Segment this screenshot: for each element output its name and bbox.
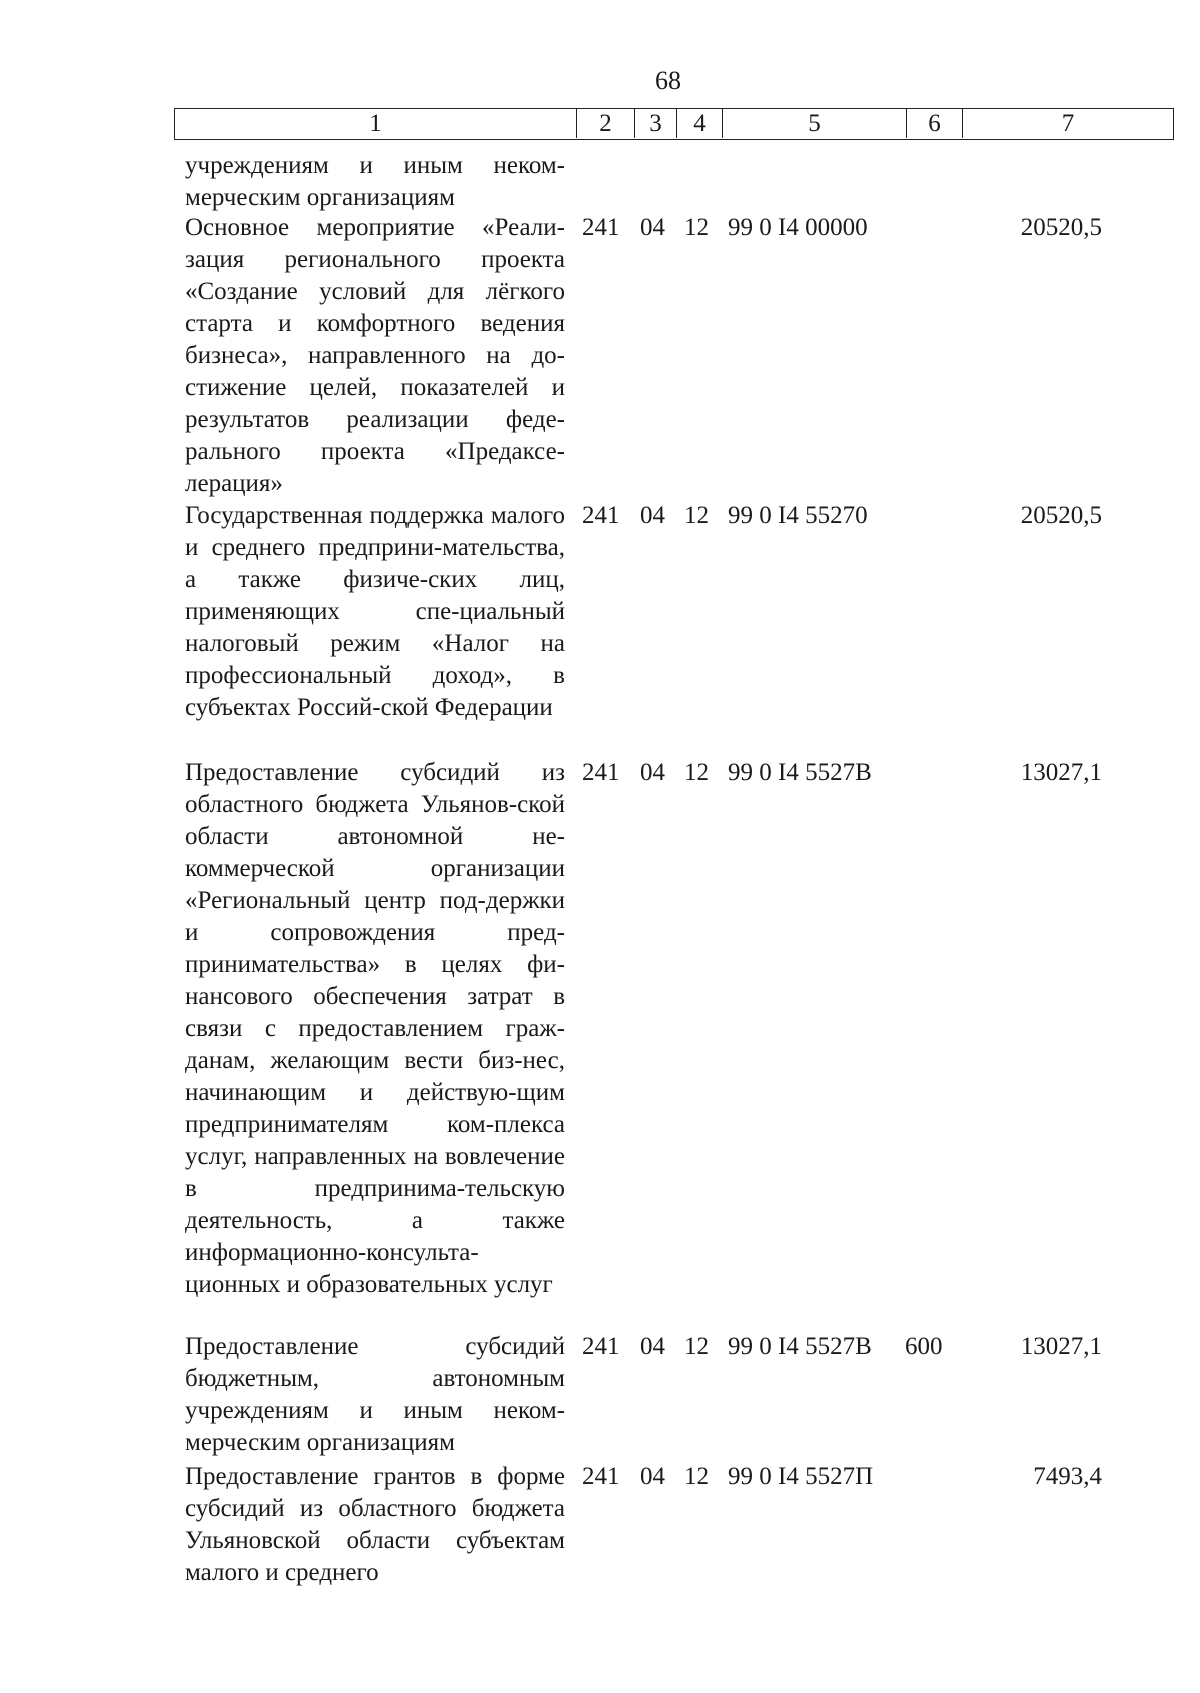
row-subsection-code: 12 (684, 759, 709, 786)
row-description: Предоставление субсидий из областного бюджета Ульянов-ской области автономной не-коммерческой организации «Региональный центр под-держки и сопровождения пред-принимательства» в целях фи-нансового обеспечения затрат в связи с предоставлением граж-данам, желающим вести биз-нес, начинающим и действую-щим предпринимателям ком-плекса услуг, направленных на вовлечение в предпринима-тельскую деятельность, а также информационно-консульта-ционных и образовательных услуг (185, 759, 565, 1298)
row-description: Государственная поддержка малого и среднего предприни-мательства, а также физиче-ских лиц, применяющих спе-циальный налоговый режим «Налог на профессиональный доход», в субъектах Россий-ской Федерации (185, 502, 565, 721)
row-ministry-code: 241 (582, 214, 620, 241)
row-ministry-code: 241 (582, 1333, 620, 1360)
table-header (174, 108, 1174, 140)
row-section-code: 04 (640, 502, 665, 529)
row-description: учреждениям и иным неком-мерческим организациям (185, 152, 565, 211)
row-ministry-code: 241 (582, 1463, 620, 1490)
row-section-code: 04 (640, 1333, 665, 1360)
header-col-3: 3 (635, 109, 677, 138)
row-description: Предоставление грантов в форме субсидий из областного бюджета Ульяновской области субъектам малого и среднего (185, 1463, 565, 1586)
row-section-code: 04 (640, 759, 665, 786)
row-amount: 7493,4 (1033, 1463, 1102, 1490)
row-ministry-code: 241 (582, 502, 620, 529)
row-section-code: 04 (640, 1463, 665, 1490)
header-col-7: 7 (1061, 110, 1075, 137)
row-target-code: 99 0 I4 5527П (728, 1463, 874, 1490)
row-target-code: 99 0 I4 00000 (728, 214, 868, 241)
row-ministry-code: 241 (582, 759, 620, 786)
row-expense-type: 600 (905, 1333, 943, 1360)
header-col-1: 1 (175, 109, 577, 138)
row-subsection-code: 12 (684, 502, 709, 529)
row-subsection-code: 12 (684, 1333, 709, 1360)
page-number: 68 (655, 66, 681, 95)
row-section-code: 04 (640, 214, 665, 241)
row-subsection-code: 12 (684, 1463, 709, 1490)
header-col-2: 2 (577, 109, 635, 138)
header-col-6: 6 (907, 109, 963, 138)
row-amount: 13027,1 (1020, 1333, 1102, 1360)
row-amount: 13027,1 (1020, 759, 1102, 786)
row-target-code: 99 0 I4 5527В (728, 759, 872, 786)
row-target-code: 99 0 I4 55270 (728, 502, 868, 529)
header-col-4: 4 (677, 109, 723, 138)
header-col-5: 5 (723, 109, 907, 138)
row-description: Предоставление субсидий бюджетным, автономным учреждениям и иным неком-мерческим организациям (185, 1333, 565, 1456)
row-subsection-code: 12 (684, 214, 709, 241)
row-target-code: 99 0 I4 5527В (728, 1333, 872, 1360)
row-description: Основное мероприятие «Реали-зация регионального проекта «Создание условий для лёгкого старта и комфортного ведения бизнеса», направленного на до-стижение целей, показателей и результатов реализации феде-рального проекта «Предаксе-лерация» (185, 214, 565, 497)
row-amount: 20520,5 (1020, 502, 1102, 529)
row-amount: 20520,5 (1020, 214, 1102, 241)
